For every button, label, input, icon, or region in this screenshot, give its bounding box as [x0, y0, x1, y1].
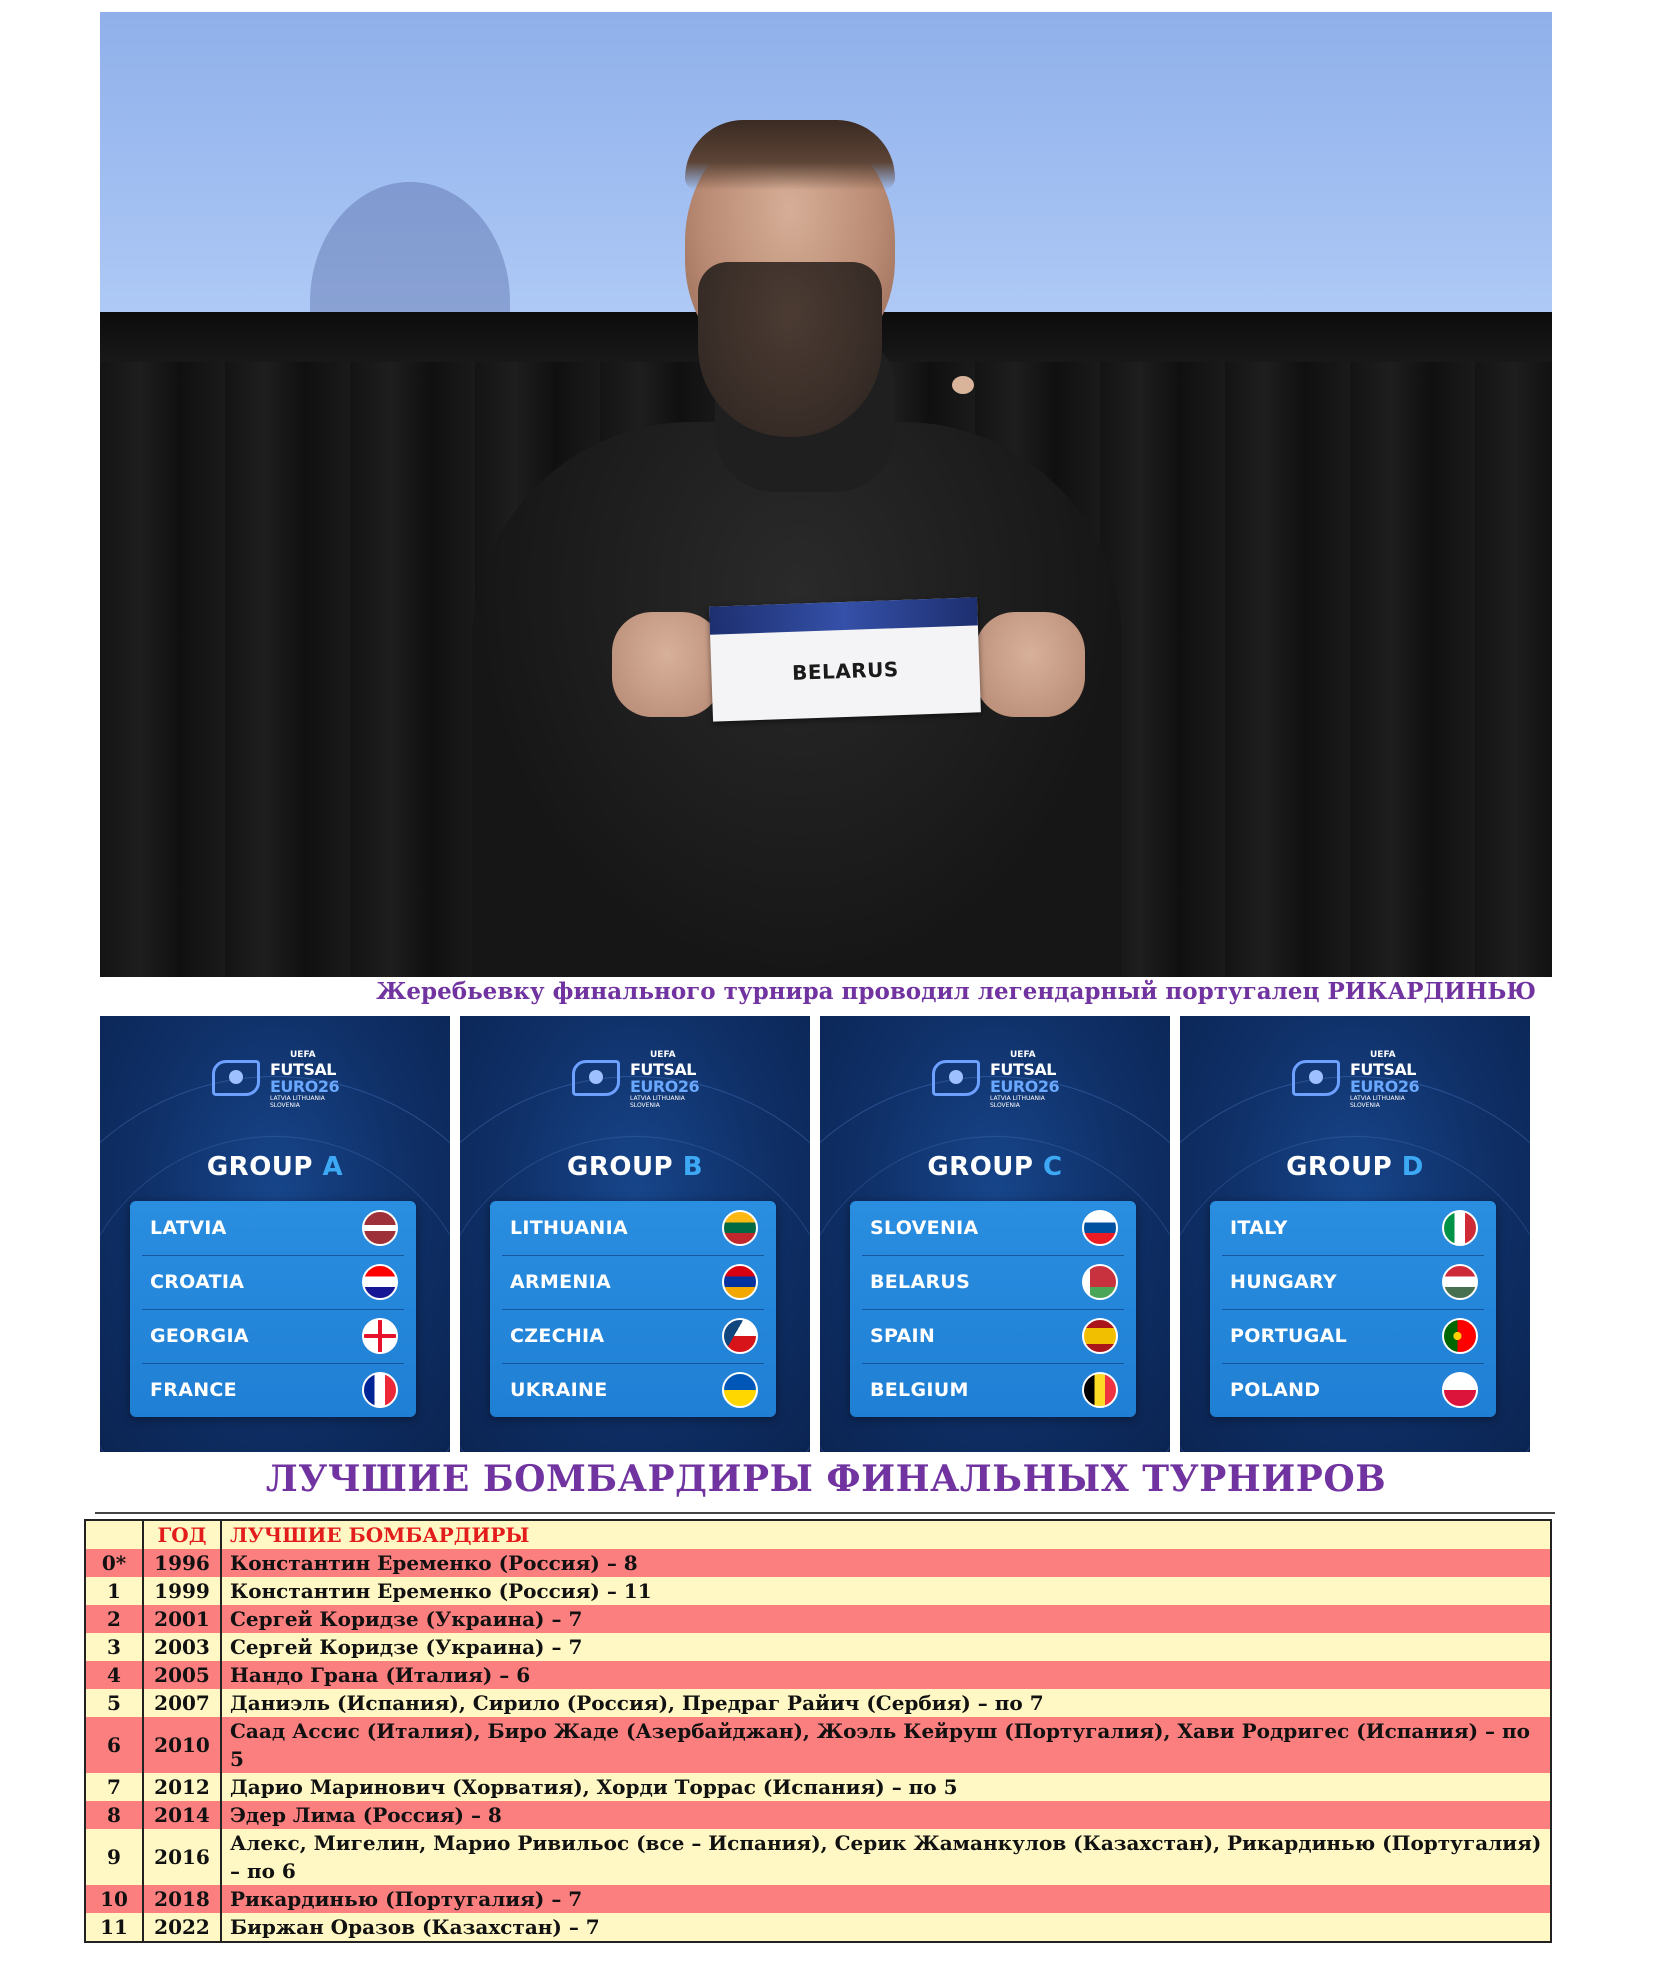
spain-flag-icon — [1082, 1318, 1118, 1354]
draw-card — [709, 597, 981, 721]
row-scorers: Сергей Коридзе (Украина) – 7 — [221, 1605, 1551, 1633]
logo-uefa: UEFA — [1010, 1050, 1036, 1060]
row-num: 6 — [85, 1717, 143, 1773]
presenter-beard — [698, 262, 882, 437]
logo-hosts: LATVIA LITHUANIA SLOVENIA — [990, 1095, 1045, 1109]
row-num: 10 — [85, 1885, 143, 1913]
row-year: 2010 — [143, 1717, 221, 1773]
row-num: 5 — [85, 1689, 143, 1717]
row-scorers: Нандо Грана (Италия) – 6 — [221, 1661, 1551, 1689]
table-row — [85, 1549, 1551, 1577]
row-year: 2005 — [143, 1661, 221, 1689]
team-name: CROATIA — [150, 1271, 245, 1293]
team-row — [130, 1201, 416, 1255]
table-row — [85, 1829, 1551, 1885]
row-num: 1 — [85, 1577, 143, 1605]
team-row — [850, 1201, 1136, 1255]
table-row — [85, 1633, 1551, 1661]
team-row — [850, 1363, 1136, 1417]
groups-panel — [100, 1016, 1530, 1452]
team-name: LITHUANIA — [510, 1217, 628, 1239]
group-title-word: GROUP — [206, 1152, 313, 1182]
row-scorers: Биржан Оразов (Казахстан) – 7 — [221, 1913, 1551, 1942]
team-list — [1210, 1201, 1496, 1417]
team-name: UKRAINE — [510, 1379, 608, 1401]
row-year: 1999 — [143, 1577, 221, 1605]
logo-euro: EURO26 — [1350, 1077, 1420, 1096]
header-scorers: ЛУЧШИЕ БОМБАРДИРЫ — [221, 1520, 1551, 1549]
group-card-d — [1180, 1016, 1530, 1452]
scorers-table — [84, 1519, 1552, 1943]
table-row — [85, 1801, 1551, 1829]
futsal-euro-logo — [572, 1050, 722, 1110]
logo-hosts: LATVIA LITHUANIA SLOVENIA — [1350, 1095, 1405, 1109]
table-row — [85, 1717, 1551, 1773]
team-row — [850, 1255, 1136, 1309]
header-year: ГОД — [143, 1520, 221, 1549]
row-num: 2 — [85, 1605, 143, 1633]
team-name: POLAND — [1230, 1379, 1321, 1401]
france-flag-icon — [362, 1372, 398, 1408]
row-scorers: Эдер Лима (Россия) – 8 — [221, 1801, 1551, 1829]
team-name: FRANCE — [150, 1379, 237, 1401]
armenia-flag-icon — [722, 1264, 758, 1300]
futsal-ball-icon — [1292, 1060, 1340, 1096]
table-header-row — [85, 1520, 1551, 1549]
group-card-a — [100, 1016, 450, 1452]
latvia-flag-icon — [362, 1210, 398, 1246]
hungary-flag-icon — [1442, 1264, 1478, 1300]
logo-hosts: LATVIA LITHUANIA SLOVENIA — [270, 1095, 325, 1109]
row-scorers: Константин Еременко (Россия) – 11 — [221, 1577, 1551, 1605]
group-title — [100, 1152, 450, 1182]
team-row — [1210, 1363, 1496, 1417]
team-row — [1210, 1201, 1496, 1255]
group-title-word: GROUP — [1286, 1152, 1393, 1182]
team-name: BELARUS — [870, 1271, 971, 1293]
portugal-flag-icon — [1442, 1318, 1478, 1354]
croatia-flag-icon — [362, 1264, 398, 1300]
group-letter: D — [1401, 1152, 1424, 1182]
logo-uefa: UEFA — [650, 1050, 676, 1060]
header-num — [85, 1520, 143, 1549]
group-title-word: GROUP — [927, 1152, 1034, 1182]
group-card-b — [460, 1016, 810, 1452]
row-scorers: Саад Ассис (Италия), Биро Жаде (Азербайджан), Жоэль Кейруш (Португалия), Хави Родригес (Испания) – по 5 — [221, 1717, 1551, 1773]
team-list — [490, 1201, 776, 1417]
draw-photo — [100, 12, 1552, 977]
draw-card-text: BELARUS — [791, 656, 900, 685]
team-name: ARMENIA — [510, 1271, 611, 1293]
team-name: SLOVENIA — [870, 1217, 979, 1239]
team-name: SPAIN — [870, 1325, 936, 1347]
row-scorers: Даниэль (Испания), Сирило (Россия), Предраг Райич (Сербия) – по 7 — [221, 1689, 1551, 1717]
czechia-flag-icon — [722, 1318, 758, 1354]
row-year: 2016 — [143, 1829, 221, 1885]
group-title — [1180, 1152, 1530, 1182]
logo-futsal: FUTSAL — [990, 1060, 1056, 1079]
logo-hosts: LATVIA LITHUANIA SLOVENIA — [630, 1095, 685, 1109]
presenter-right-hand — [975, 612, 1085, 717]
group-card-c — [820, 1016, 1170, 1452]
row-num: 3 — [85, 1633, 143, 1661]
photo-caption: Жеребьевку финального турнира проводил легендарный португалец РИКАРДИНЬЮ — [376, 978, 1536, 1005]
group-title-word: GROUP — [566, 1152, 674, 1182]
futsal-euro-logo — [932, 1050, 1082, 1110]
team-row — [490, 1363, 776, 1417]
table-row — [85, 1577, 1551, 1605]
row-scorers: Константин Еременко (Россия) – 8 — [221, 1549, 1551, 1577]
logo-euro: EURO26 — [630, 1077, 700, 1096]
team-row — [1210, 1255, 1496, 1309]
team-name: ITALY — [1230, 1217, 1288, 1239]
team-name: LATVIA — [150, 1217, 227, 1239]
row-scorers: Рикардинью (Португалия) – 7 — [221, 1885, 1551, 1913]
team-name: PORTUGAL — [1230, 1325, 1348, 1347]
team-list — [130, 1201, 416, 1417]
row-year: 2018 — [143, 1885, 221, 1913]
table-row — [85, 1661, 1551, 1689]
belgium-flag-icon — [1082, 1372, 1118, 1408]
title-rule — [95, 1512, 1555, 1514]
futsal-ball-icon — [572, 1060, 620, 1096]
futsal-ball-icon — [932, 1060, 980, 1096]
row-num: 0* — [85, 1549, 143, 1577]
row-num: 4 — [85, 1661, 143, 1689]
logo-futsal: FUTSAL — [270, 1060, 336, 1079]
team-row — [490, 1255, 776, 1309]
belarus-flag-icon — [1082, 1264, 1118, 1300]
row-num: 8 — [85, 1801, 143, 1829]
team-name: CZECHIA — [510, 1325, 605, 1347]
georgia-flag-icon — [362, 1318, 398, 1354]
row-num: 11 — [85, 1913, 143, 1942]
table-row — [85, 1913, 1551, 1942]
logo-euro: EURO26 — [270, 1077, 340, 1096]
table-row — [85, 1689, 1551, 1717]
italy-flag-icon — [1442, 1210, 1478, 1246]
presenter-hair — [685, 120, 895, 190]
row-scorers: Дарио Маринович (Хорватия), Хорди Торрас (Испания) – по 5 — [221, 1773, 1551, 1801]
lithuania-flag-icon — [722, 1210, 758, 1246]
team-name: GEORGIA — [150, 1325, 249, 1347]
team-list — [850, 1201, 1136, 1417]
logo-futsal: FUTSAL — [630, 1060, 696, 1079]
team-row — [130, 1255, 416, 1309]
futsal-ball-icon — [212, 1060, 260, 1096]
row-scorers: Алекс, Мигелин, Марио Ривильос (все – Испания), Серик Жаманкулов (Казахстан), Рикардинью (Португалия) – по 6 — [221, 1829, 1551, 1885]
futsal-euro-logo — [212, 1050, 362, 1110]
logo-futsal: FUTSAL — [1350, 1060, 1416, 1079]
row-scorers: Сергей Коридзе (Украина) – 7 — [221, 1633, 1551, 1661]
team-row — [490, 1201, 776, 1255]
row-year: 2012 — [143, 1773, 221, 1801]
table-row — [85, 1885, 1551, 1913]
logo-uefa: UEFA — [1370, 1050, 1396, 1060]
group-letter: B — [682, 1152, 704, 1182]
row-year: 2003 — [143, 1633, 221, 1661]
poland-flag-icon — [1442, 1372, 1478, 1408]
table-title: ЛУЧШИЕ БОМБАРДИРЫ ФИНАЛЬНЫХ ТУРНИРОВ — [265, 1458, 1387, 1500]
table-row — [85, 1773, 1551, 1801]
group-title — [460, 1152, 810, 1182]
team-row — [1210, 1309, 1496, 1363]
group-letter: C — [1043, 1152, 1063, 1182]
table-row — [85, 1605, 1551, 1633]
team-row — [130, 1363, 416, 1417]
row-num: 9 — [85, 1829, 143, 1885]
headset-mic — [952, 376, 974, 394]
row-year: 2001 — [143, 1605, 221, 1633]
row-year: 2007 — [143, 1689, 221, 1717]
row-year: 2022 — [143, 1913, 221, 1942]
slovenia-flag-icon — [1082, 1210, 1118, 1246]
logo-euro: EURO26 — [990, 1077, 1060, 1096]
team-name: HUNGARY — [1230, 1271, 1337, 1293]
row-num: 7 — [85, 1773, 143, 1801]
presenter-left-hand — [612, 612, 722, 717]
team-row — [130, 1309, 416, 1363]
row-year: 1996 — [143, 1549, 221, 1577]
team-row — [490, 1309, 776, 1363]
row-year: 2014 — [143, 1801, 221, 1829]
group-letter: A — [322, 1152, 344, 1182]
ukraine-flag-icon — [722, 1372, 758, 1408]
logo-uefa: UEFA — [290, 1050, 316, 1060]
futsal-euro-logo — [1292, 1050, 1442, 1110]
group-title — [820, 1152, 1170, 1182]
team-row — [850, 1309, 1136, 1363]
team-name: BELGIUM — [870, 1379, 969, 1401]
